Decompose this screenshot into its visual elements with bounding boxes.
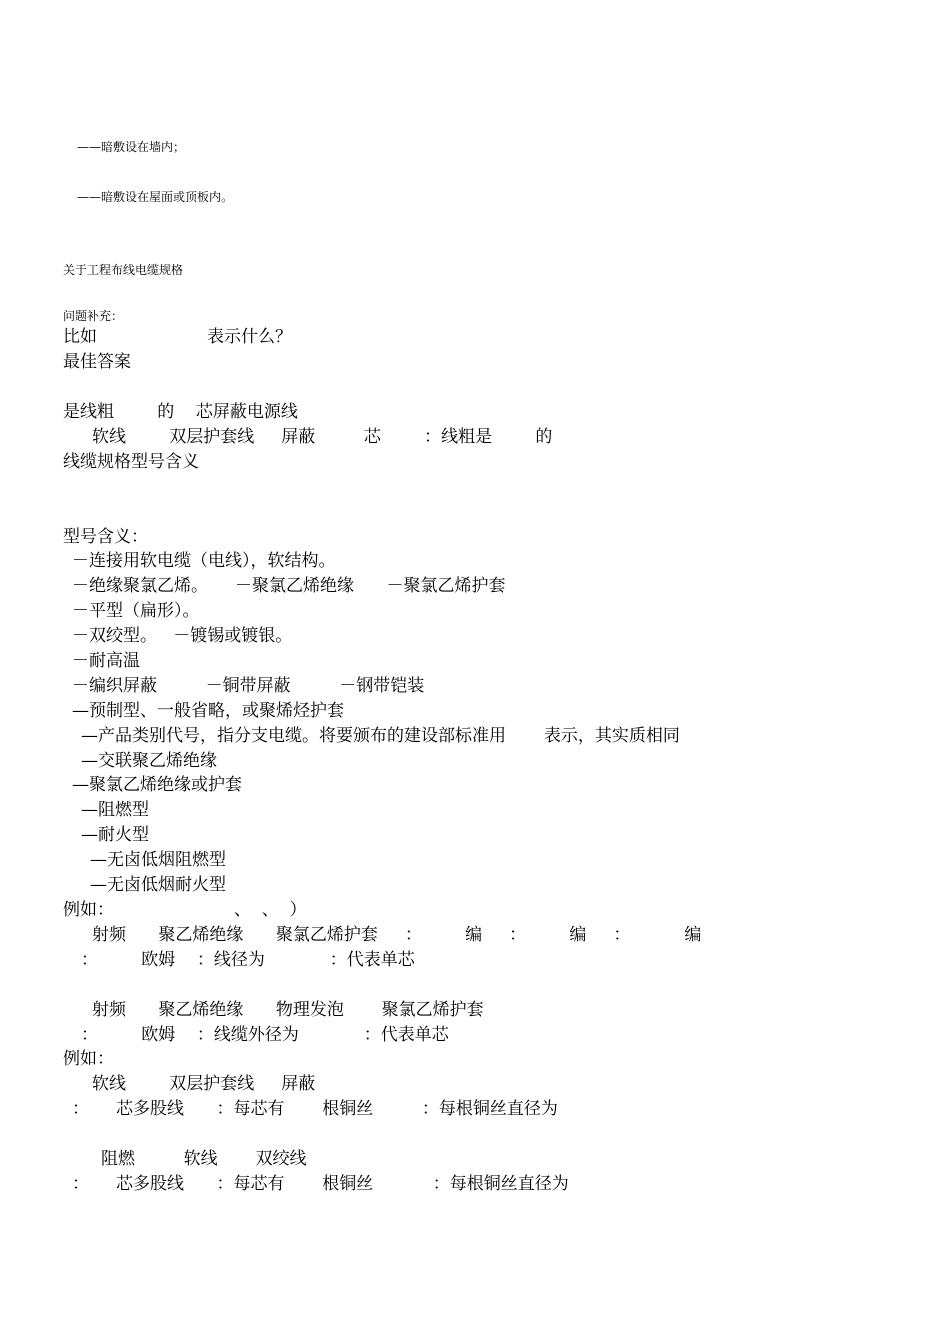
meaning-heading: 型号含义： [63, 527, 148, 547]
supplement-label: 问题补充： [63, 309, 124, 323]
question-suffix: 表示什么？ [207, 327, 292, 347]
meaning-line: —产品类别代号，指分支电缆。将要颁布的建设部标准用 表示，其实质相同 [81, 726, 680, 746]
meaning-line: －绝缘聚氯乙烯。 －聚氯乙烯绝缘 －聚氯乙烯护套 [72, 576, 506, 596]
meaning-line: －平型（扁形）。 [72, 601, 200, 621]
example-label: 例如： [63, 900, 114, 920]
meaning-line: —耐火型 [81, 825, 149, 845]
example1-line-4: ： 欧姆 ：线缆外径为 ：代表单芯 [81, 1025, 449, 1045]
meaning-line: —无卤低烟阻燃型 [90, 850, 226, 870]
meaning-line: —聚氯乙烯绝缘或护套 [72, 775, 242, 795]
best-answer-label: 最佳答案 [63, 352, 131, 372]
example-label: 例如： [63, 1049, 114, 1069]
example2-line-1: 软线 双层护套线 屏蔽 [92, 1074, 316, 1094]
answer-line-1: 是线粗 的 芯屏蔽电源线 [63, 402, 298, 422]
meaning-line: －双绞型。 －镀锡或镀银。 [72, 626, 293, 646]
example1-line-3: 射频 聚乙烯绝缘 物理发泡 聚氯乙烯护套 [92, 1000, 484, 1020]
meaning-line: －连接用软电缆（电线），软结构。 [72, 551, 336, 571]
meaning-line: —无卤低烟耐火型 [90, 875, 226, 895]
meaning-line: －编织屏蔽 －铜带屏蔽 －钢带铠装 [72, 676, 425, 696]
meaning-line: —阻燃型 [81, 800, 149, 820]
intro-line-2: ——暗敷设在屋面或顶板内。 [77, 190, 234, 204]
intro-line-1: ——暗敷设在墙内； [77, 140, 186, 154]
example2-line-2: ： 芯多股线 ：每芯有 根铜丝 ：每根铜丝直径为 [72, 1099, 558, 1119]
answer-line-3: 线缆规格型号含义 [63, 452, 199, 472]
answer-line-2: 软线 双层护套线 屏蔽 芯 ：线粗是 的 [92, 427, 553, 447]
meaning-line: －耐高温 [72, 651, 140, 671]
example2-line-3: 阻燃 软线 双绞线 [101, 1149, 307, 1169]
example1-line-1: 射频 聚乙烯绝缘 聚氯乙烯护套 ： 编 ： 编 ： 编 [92, 925, 702, 945]
question-title: 关于工程布线电缆规格 [63, 263, 184, 277]
example-separators: 、 、 ） [234, 900, 307, 920]
meaning-line: —交联聚乙烯绝缘 [81, 751, 217, 771]
meaning-line: —预制型、一般省略，或聚烯烃护套 [72, 701, 344, 721]
example2-line-4: ： 芯多股线 ：每芯有 根铜丝 ：每根铜丝直径为 [72, 1174, 569, 1194]
question-prefix: 比如 [63, 327, 97, 347]
example1-line-2: ： 欧姆 ：线径为 ：代表单芯 [81, 950, 415, 970]
